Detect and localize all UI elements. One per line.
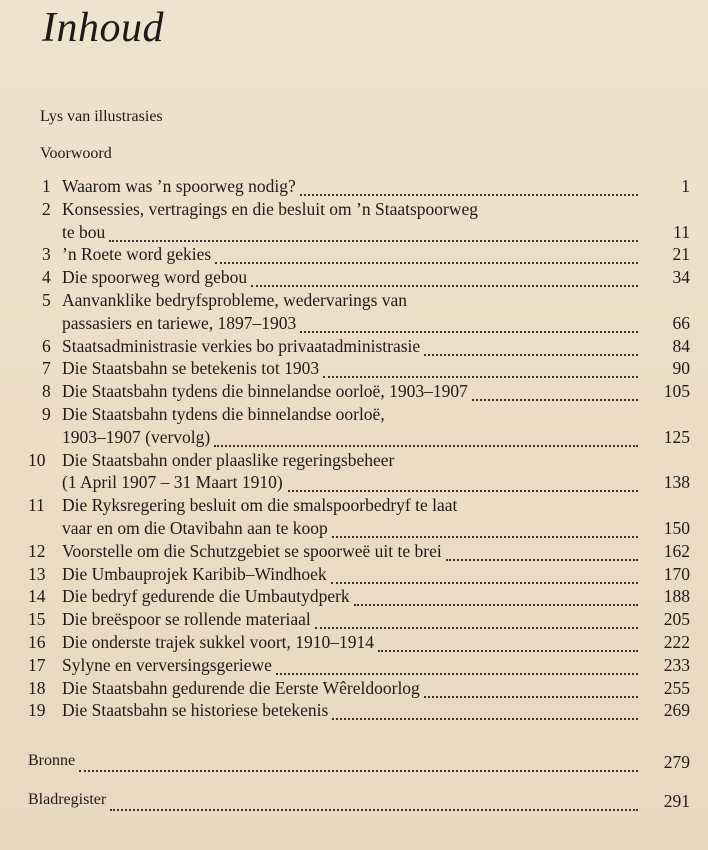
toc-row bbox=[0, 472, 708, 494]
toc-row bbox=[0, 586, 708, 608]
chapter-number: 18 bbox=[28, 677, 46, 698]
chapter-number: 9 bbox=[42, 404, 51, 424]
chapter-title: Voorstelle om die Schutzgebiet se spoorweë uit te brei bbox=[62, 540, 442, 561]
chapter-title: Aanvanklike bedryfsprobleme, wedervarings van bbox=[62, 290, 408, 310]
page-number: 255 bbox=[663, 677, 690, 698]
chapter-number: 5 bbox=[42, 290, 51, 310]
chapter-title: Die Staatsbahn tydens die binnelandse oorloë, 1903–1907 bbox=[62, 381, 468, 402]
dot-leader bbox=[214, 441, 638, 447]
chapter-number: 6 bbox=[42, 335, 51, 356]
chapter-title: Die Staatsbahn onder plaaslike regeringsbeheer bbox=[62, 449, 395, 470]
toc-row bbox=[0, 404, 708, 426]
dot-leader bbox=[424, 692, 638, 698]
toc-row bbox=[0, 700, 708, 722]
list-of-illustrations: Lys van illustrasies bbox=[40, 108, 163, 125]
dot-leader bbox=[332, 714, 638, 720]
page-number: 150 bbox=[663, 518, 690, 538]
page-number: 205 bbox=[663, 609, 690, 630]
dot-leader bbox=[109, 236, 638, 242]
toc-row bbox=[0, 381, 708, 403]
page-title: Inhoud bbox=[42, 5, 164, 51]
toc-row bbox=[0, 541, 708, 563]
chapter-title: Die bedryf gedurende die Umbautydperk bbox=[62, 586, 350, 607]
toc-row bbox=[0, 427, 708, 449]
chapter-title: Die breëspoor se rollende materiaal bbox=[62, 609, 311, 630]
toc-row bbox=[0, 199, 708, 221]
page-number: 138 bbox=[663, 472, 690, 493]
dot-leader bbox=[110, 805, 638, 811]
chapter-title: Staatsadministrasie verkies bo privaatadministrasie bbox=[62, 335, 421, 356]
dot-leader bbox=[424, 350, 638, 356]
chapter-number: 12 bbox=[28, 540, 46, 561]
dot-leader bbox=[288, 486, 638, 492]
page-number: 125 bbox=[663, 426, 690, 447]
page-number: 269 bbox=[663, 700, 690, 721]
chapter-title: te bou bbox=[62, 221, 106, 242]
chapter-number: 7 bbox=[42, 358, 51, 379]
dot-leader bbox=[300, 190, 638, 196]
chapter-title: Die Umbauprojek Karibib–Windhoek bbox=[62, 563, 327, 584]
chapter-title: passasiers en tariewe, 1897–1903 bbox=[62, 312, 297, 333]
chapter-number: 11 bbox=[28, 495, 45, 516]
chapter-number: 1 bbox=[42, 176, 51, 196]
toc-row bbox=[0, 655, 708, 677]
chapter-title: Die Staatsbahn se betekenis tot 1903 bbox=[62, 358, 320, 379]
toc-row bbox=[0, 632, 708, 654]
chapter-number: 17 bbox=[28, 654, 46, 675]
chapter-number: 3 bbox=[42, 244, 51, 265]
chapter-title: Die onderste trajek sukkel voort, 1910–1914 bbox=[62, 632, 375, 652]
toc-row bbox=[0, 450, 708, 472]
dot-leader bbox=[323, 372, 638, 378]
toc-row bbox=[0, 313, 708, 335]
dot-leader bbox=[332, 532, 638, 538]
page-number: 1 bbox=[681, 176, 690, 196]
chapter-title: Sylyne en verversingsgeriewe bbox=[62, 654, 272, 675]
page-number: 34 bbox=[672, 267, 690, 288]
dot-leader bbox=[378, 646, 638, 652]
dot-leader bbox=[251, 281, 638, 287]
chapter-number: 4 bbox=[42, 267, 51, 288]
toc-row bbox=[0, 290, 708, 312]
toc-row bbox=[0, 495, 708, 517]
toc-row bbox=[0, 564, 708, 586]
page-number: 188 bbox=[663, 586, 690, 607]
toc-row bbox=[0, 244, 708, 266]
back-matter-title: Bladregister bbox=[28, 791, 107, 808]
chapter-title: (1 April 1907 – 31 Maart 1910) bbox=[62, 472, 283, 493]
page-number: 105 bbox=[663, 381, 690, 402]
toc-row bbox=[0, 678, 708, 700]
foreword: Voorwoord bbox=[40, 145, 112, 162]
page-number: 66 bbox=[672, 312, 690, 333]
dot-leader bbox=[276, 669, 638, 675]
dot-leader bbox=[472, 395, 638, 401]
toc-row bbox=[0, 609, 708, 631]
page-number: 222 bbox=[663, 632, 690, 652]
chapter-title: Die spoorweg word gebou bbox=[62, 267, 248, 288]
chapter-number: 15 bbox=[28, 609, 46, 630]
chapter-title: vaar en om die Otavibahn aan te koop bbox=[62, 518, 328, 538]
chapter-title: Die Staatsbahn se historiese betekenis bbox=[62, 700, 329, 721]
chapter-title: 1903–1907 (vervolg) bbox=[62, 426, 211, 447]
page-number: 170 bbox=[663, 563, 690, 584]
toc-row bbox=[0, 222, 708, 244]
chapter-title: Die Ryksregering besluit om die smalspoorbedryf te laat bbox=[62, 495, 458, 516]
page-number: 279 bbox=[663, 752, 690, 772]
toc-row bbox=[0, 176, 708, 198]
page-number: 291 bbox=[663, 791, 690, 811]
chapter-title: Waarom was ’n spoorweg nodig? bbox=[62, 176, 296, 196]
chapter-title: Die Staatsbahn gedurende die Eerste Wêreldoorlog bbox=[62, 677, 420, 698]
page-number: 233 bbox=[663, 654, 690, 675]
toc-row-back bbox=[0, 791, 708, 813]
toc-row bbox=[0, 358, 708, 380]
page-number: 11 bbox=[673, 221, 690, 242]
chapter-number: 10 bbox=[28, 449, 46, 470]
dot-leader bbox=[79, 766, 638, 772]
page-number: 162 bbox=[663, 540, 690, 561]
chapter-title: Die Staatsbahn tydens die binnelandse oorloë, bbox=[62, 404, 385, 424]
dot-leader bbox=[215, 258, 638, 264]
chapter-title: Konsessies, vertragings en die besluit om ’n Staatspoorweg bbox=[62, 198, 479, 219]
chapter-title: ’n Roete word gekies bbox=[62, 244, 212, 265]
page-number: 84 bbox=[672, 335, 690, 356]
dot-leader bbox=[331, 578, 638, 584]
chapter-number: 16 bbox=[28, 632, 46, 652]
toc-row bbox=[0, 336, 708, 358]
toc-row bbox=[0, 518, 708, 540]
dot-leader bbox=[354, 600, 638, 606]
toc-row bbox=[0, 267, 708, 289]
dot-leader bbox=[446, 555, 638, 561]
chapter-number: 2 bbox=[42, 198, 51, 219]
page-number: 21 bbox=[672, 244, 690, 265]
page-number: 90 bbox=[672, 358, 690, 379]
dot-leader bbox=[315, 623, 638, 629]
chapter-number: 8 bbox=[42, 381, 51, 402]
chapter-number: 19 bbox=[28, 700, 46, 721]
toc-row-back bbox=[0, 752, 708, 774]
back-matter-title: Bronne bbox=[28, 752, 76, 769]
chapter-number: 13 bbox=[28, 563, 46, 584]
dot-leader bbox=[300, 327, 638, 333]
chapter-number: 14 bbox=[28, 586, 46, 607]
